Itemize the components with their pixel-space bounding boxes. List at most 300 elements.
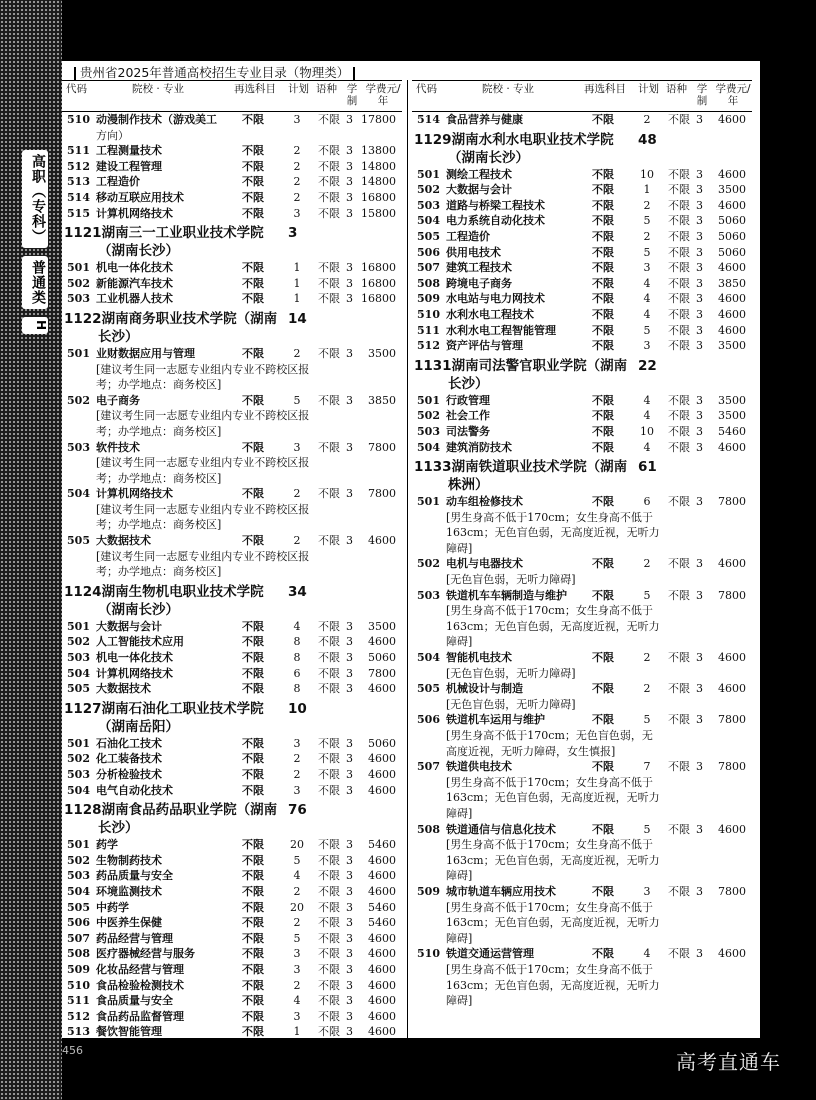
tuition-fee: 4600 (718, 198, 746, 212)
school-heading (62, 221, 402, 260)
major-name: 动漫制作技术（游戏美工 (96, 113, 217, 126)
language: 不限 (668, 198, 690, 212)
school-location: （湖南长沙） (448, 149, 529, 166)
major-code: 505 (417, 682, 440, 696)
subject-requirement: 不限 (242, 838, 264, 852)
plan-count: 4 (643, 440, 651, 454)
table-row (62, 962, 402, 978)
study-years: 3 (696, 229, 703, 243)
header-subject: 再选科目 (584, 83, 626, 95)
table-row (62, 915, 402, 931)
tuition-fee: 7800 (718, 760, 746, 774)
major-code: 501 (417, 167, 440, 181)
language: 不限 (668, 651, 690, 665)
major-name: 食品营养与健康 (446, 113, 523, 126)
language: 不限 (668, 245, 690, 259)
major-note: [男生身高不低于170cm；女生身高不低于163cm；无色盲色弱，无高度近视，无听力障碍] (446, 962, 660, 1008)
table-row (62, 736, 402, 752)
plan-count: 3 (293, 113, 301, 126)
school-code: 1121 (64, 225, 102, 242)
plan-count: 3 (293, 736, 301, 750)
tuition-fee: 4600 (718, 292, 746, 306)
language: 不限 (318, 651, 340, 665)
study-years: 3 (696, 682, 703, 696)
language: 不限 (318, 635, 340, 649)
table-row (412, 884, 752, 900)
tuition-fee: 4600 (718, 167, 746, 181)
plan-count: 2 (293, 159, 301, 173)
study-years: 3 (346, 1009, 353, 1023)
school-location: 长沙） (98, 328, 139, 345)
study-years: 3 (346, 346, 353, 360)
tuition-fee: 3500 (718, 393, 746, 407)
major-name: 药品经营与管理 (96, 931, 173, 945)
major-code: 504 (67, 783, 90, 797)
language: 不限 (318, 994, 340, 1008)
major-code: 501 (67, 261, 90, 275)
subject-requirement: 不限 (242, 346, 264, 360)
subject-requirement: 不限 (592, 760, 614, 774)
table-row (62, 946, 402, 962)
major-name: 动车组检修技术 (446, 495, 523, 509)
table-row (412, 198, 752, 214)
header-plan: 计划 (638, 83, 659, 95)
plan-count: 5 (643, 214, 651, 228)
tuition-fee: 3500 (718, 183, 746, 197)
major-name: 大数据与会计 (96, 619, 162, 633)
subject-requirement: 不限 (242, 144, 264, 158)
school-location: 长沙） (98, 820, 139, 837)
school-total-plan: 22 (638, 357, 657, 374)
school-total-plan: 3 (288, 225, 298, 242)
study-years: 3 (346, 206, 353, 220)
tuition-fee: 4600 (368, 947, 396, 961)
study-years: 3 (346, 752, 353, 766)
tuition-fee: 4600 (368, 853, 396, 867)
subject-requirement: 不限 (242, 869, 264, 883)
language: 不限 (668, 424, 690, 438)
language: 不限 (318, 962, 340, 976)
side-tab-letter: H (22, 317, 48, 334)
study-years: 3 (346, 635, 353, 649)
table-row (62, 206, 402, 222)
table-row (62, 1024, 402, 1038)
language: 不限 (318, 190, 340, 204)
major-name: 铁道交通运营管理 (446, 947, 534, 961)
table-row (62, 619, 402, 635)
study-years: 3 (696, 651, 703, 665)
subject-requirement: 不限 (592, 682, 614, 696)
language: 不限 (668, 113, 690, 126)
subject-requirement: 不限 (242, 931, 264, 945)
major-note: [男生身高不低于170cm；女生身高不低于163cm；无色盲色弱，无高度近视，无听力障碍] (446, 510, 660, 555)
header-plan: 计划 (288, 83, 309, 95)
table-row (62, 174, 402, 190)
subject-requirement: 不限 (242, 736, 264, 750)
major-code: 512 (67, 1009, 90, 1023)
subject-requirement: 不限 (592, 229, 614, 243)
major-name: 生物制药技术 (96, 853, 162, 867)
table-row (62, 884, 402, 900)
subject-requirement: 不限 (242, 916, 264, 930)
subject-requirement: 不限 (592, 393, 614, 407)
school-total-plan: 48 (638, 131, 657, 148)
tuition-fee: 16800 (361, 190, 396, 204)
school-total-plan: 34 (288, 583, 307, 600)
language: 不限 (318, 682, 340, 696)
school-code: 1128 (64, 802, 102, 819)
school-total-plan: 14 (288, 310, 307, 327)
school-location: 株洲） (448, 477, 489, 494)
major-name: 智能机电技术 (446, 651, 512, 665)
study-years: 3 (696, 245, 703, 259)
tuition-fee: 4600 (368, 635, 396, 649)
language: 不限 (318, 838, 340, 852)
header-lang: 语种 (666, 83, 687, 95)
language: 不限 (668, 682, 690, 696)
subject-requirement: 不限 (592, 113, 614, 126)
major-code: 502 (67, 853, 90, 867)
school-total-plan: 76 (288, 802, 307, 819)
major-name: 大数据技术 (96, 682, 151, 696)
table-row (62, 634, 402, 650)
plan-count: 2 (643, 682, 651, 696)
language: 不限 (668, 307, 690, 321)
subject-requirement: 不限 (592, 409, 614, 423)
table-row (62, 751, 402, 767)
plan-count: 3 (293, 947, 301, 961)
header-code: 代码 (66, 83, 87, 95)
major-code: 506 (417, 245, 440, 259)
subject-requirement: 不限 (592, 276, 614, 290)
header-fee: 学费元/年 (715, 83, 751, 107)
major-name: 铁道供电技术 (446, 760, 512, 774)
header-bar-right (353, 67, 355, 80)
study-years: 3 (346, 651, 353, 665)
major-code: 513 (67, 175, 90, 189)
plan-count: 3 (293, 1009, 301, 1023)
major-name: 工程造价 (96, 175, 140, 189)
subject-requirement: 不限 (242, 159, 264, 173)
major-note: [无色盲色弱，无听力障碍] (446, 573, 576, 587)
major-name: 分析检验技术 (96, 768, 162, 781)
plan-count: 5 (293, 853, 301, 867)
subject-requirement: 不限 (242, 292, 264, 306)
plan-count: 5 (643, 713, 651, 727)
study-years: 3 (346, 292, 353, 306)
subject-requirement: 不限 (242, 900, 264, 914)
tuition-fee: 4600 (368, 931, 396, 945)
tuition-fee: 5060 (718, 229, 746, 243)
tuition-fee: 3850 (718, 276, 746, 290)
subject-requirement: 不限 (242, 261, 264, 275)
major-code: 505 (67, 900, 90, 914)
study-years: 3 (346, 682, 353, 696)
header-code: 代码 (416, 83, 437, 95)
major-name: 业财数据应用与管理 (96, 346, 195, 360)
plan-count: 2 (643, 651, 651, 665)
subject-requirement: 不限 (592, 198, 614, 212)
study-years: 3 (346, 884, 353, 898)
major-name: 石油化工技术 (96, 736, 162, 750)
major-code: 514 (417, 113, 440, 126)
study-years: 3 (346, 261, 353, 275)
study-years: 3 (346, 869, 353, 883)
subject-requirement: 不限 (592, 245, 614, 259)
language: 不限 (318, 487, 340, 501)
tuition-fee: 7800 (718, 713, 746, 727)
table-row (412, 291, 752, 307)
major-code: 504 (67, 884, 90, 898)
major-name: 中医养生保健 (96, 916, 162, 930)
plan-count: 10 (640, 424, 654, 438)
major-code: 506 (67, 916, 90, 930)
study-years: 3 (696, 214, 703, 228)
major-name: 药学 (96, 838, 118, 852)
document-page (62, 61, 760, 1038)
study-years: 3 (696, 323, 703, 337)
subject-requirement: 不限 (242, 752, 264, 766)
language: 不限 (668, 393, 690, 407)
tuition-fee: 7800 (368, 666, 396, 680)
major-name: 资产评估与管理 (446, 339, 523, 353)
subject-requirement: 不限 (242, 113, 264, 126)
language: 不限 (668, 214, 690, 228)
major-name: 跨境电子商务 (446, 276, 512, 290)
language: 不限 (668, 292, 690, 306)
table-row (412, 338, 752, 354)
major-name: 建设工程管理 (96, 159, 162, 173)
table-row (412, 307, 752, 323)
table-row (62, 1009, 402, 1025)
major-name: 电气自动化技术 (96, 783, 173, 797)
tuition-fee: 4600 (368, 1025, 396, 1038)
major-note: [建议考生同一志愿专业组内专业不跨校区报考；办学地点：商务校区] (96, 456, 310, 485)
plan-count: 4 (643, 393, 651, 407)
major-name: 新能源汽车技术 (96, 276, 173, 290)
subject-requirement: 不限 (592, 588, 614, 602)
table-row (62, 767, 402, 783)
plan-count: 2 (643, 113, 651, 126)
subject-requirement: 不限 (242, 487, 264, 501)
subject-requirement: 不限 (592, 323, 614, 337)
tuition-fee: 4600 (718, 682, 746, 696)
plan-count: 20 (290, 900, 304, 914)
subject-requirement: 不限 (592, 713, 614, 727)
table-row (412, 440, 752, 456)
study-years: 3 (346, 978, 353, 992)
study-years: 3 (346, 853, 353, 867)
tuition-fee: 7800 (718, 495, 746, 509)
table-row (412, 424, 752, 440)
major-code: 510 (417, 947, 440, 961)
tuition-fee: 4600 (368, 534, 396, 548)
major-code: 508 (67, 947, 90, 961)
table-row (62, 486, 402, 502)
major-name: 铁道通信与信息化技术 (446, 822, 556, 836)
subject-requirement: 不限 (242, 884, 264, 898)
major-note: [建议考生同一志愿专业组内专业不跨校区报考；办学地点：商务校区] (96, 362, 310, 392)
school-heading (62, 798, 402, 837)
major-code: 504 (417, 651, 440, 665)
plan-count: 1 (293, 292, 301, 306)
major-code: 503 (417, 198, 440, 212)
major-note: 方向） (96, 128, 129, 142)
study-years: 3 (696, 760, 703, 774)
tuition-fee: 3850 (368, 393, 396, 407)
study-years: 3 (346, 994, 353, 1008)
major-code: 501 (67, 619, 90, 633)
study-years: 3 (696, 409, 703, 423)
tuition-fee: 5460 (368, 916, 396, 930)
language: 不限 (668, 557, 690, 571)
language: 不限 (668, 822, 690, 836)
major-code: 501 (67, 736, 90, 750)
left-column (62, 80, 402, 1038)
study-years: 3 (696, 713, 703, 727)
study-years: 3 (696, 424, 703, 438)
language: 不限 (668, 276, 690, 290)
major-name: 建筑工程技术 (446, 261, 512, 275)
major-name: 化工装备技术 (96, 752, 162, 766)
major-name: 水电站与电力网技术 (446, 292, 545, 306)
tuition-fee: 16800 (361, 292, 396, 306)
table-row (412, 556, 752, 572)
tuition-fee: 4600 (368, 994, 396, 1008)
table-row (62, 533, 402, 549)
major-code: 512 (67, 159, 90, 173)
plan-count: 2 (293, 487, 301, 501)
major-name: 司法警务 (446, 424, 490, 438)
study-years: 3 (346, 175, 353, 189)
header-school-major: 院校 · 专业 (132, 83, 185, 95)
language: 不限 (318, 1025, 340, 1038)
language: 不限 (668, 409, 690, 423)
tuition-fee: 4600 (368, 682, 396, 696)
major-code: 509 (67, 962, 90, 976)
subject-requirement: 不限 (592, 822, 614, 836)
tuition-fee: 13800 (361, 144, 396, 158)
subject-requirement: 不限 (242, 175, 264, 189)
major-name: 铁道机车车辆制造与维护 (446, 588, 567, 602)
major-name: 工程造价 (446, 229, 490, 243)
major-code: 507 (417, 760, 440, 774)
major-name: 电力系统自动化技术 (446, 214, 545, 228)
language: 不限 (318, 1009, 340, 1023)
tuition-fee: 16800 (361, 276, 396, 290)
school-total-plan: 10 (288, 700, 307, 717)
language: 不限 (668, 229, 690, 243)
language: 不限 (318, 853, 340, 867)
subject-requirement: 不限 (592, 947, 614, 961)
language: 不限 (318, 752, 340, 766)
study-years: 3 (696, 292, 703, 306)
tuition-fee: 5060 (368, 736, 396, 750)
plan-count: 5 (293, 393, 301, 407)
table-row (62, 853, 402, 869)
major-name: 行政管理 (446, 393, 490, 407)
study-years: 3 (346, 962, 353, 976)
language: 不限 (668, 947, 690, 961)
tuition-fee: 4600 (368, 869, 396, 883)
language: 不限 (318, 261, 340, 275)
table-row (62, 650, 402, 666)
study-years: 3 (346, 190, 353, 204)
language: 不限 (318, 931, 340, 945)
major-name: 工业机器人技术 (96, 292, 173, 306)
study-years: 3 (696, 339, 703, 353)
subject-requirement: 不限 (592, 214, 614, 228)
language: 不限 (318, 978, 340, 992)
table-row (62, 440, 402, 456)
major-code: 502 (67, 393, 90, 407)
tuition-fee: 4600 (718, 261, 746, 275)
table-row (62, 900, 402, 916)
major-name: 大数据与会计 (446, 183, 512, 197)
table-row (412, 946, 752, 962)
language: 不限 (318, 869, 340, 883)
language: 不限 (318, 346, 340, 360)
major-name: 测绘工程技术 (446, 167, 512, 181)
study-years: 3 (346, 144, 353, 158)
study-years: 3 (696, 495, 703, 509)
plan-count: 4 (293, 994, 301, 1008)
table-row (412, 229, 752, 245)
brand-watermark: 高考直通车 (676, 1050, 781, 1074)
plan-count: 3 (643, 339, 651, 353)
header-bar-left (74, 67, 76, 80)
major-note: [男生身高不低于170cm；女生身高不低于163cm；无色盲色弱，无高度近视，无听力障碍] (446, 838, 660, 883)
study-years: 3 (696, 276, 703, 290)
subject-requirement: 不限 (242, 1025, 264, 1038)
subject-requirement: 不限 (242, 978, 264, 992)
major-name: 软件技术 (96, 440, 140, 454)
language: 不限 (318, 900, 340, 914)
subject-requirement: 不限 (242, 768, 264, 781)
major-code: 504 (67, 487, 90, 501)
header-fee: 学费元/年 (365, 83, 401, 107)
language: 不限 (318, 916, 340, 930)
study-years: 3 (346, 487, 353, 501)
subject-requirement: 不限 (592, 261, 614, 275)
school-code: 1133 (414, 459, 452, 476)
plan-count: 2 (293, 978, 301, 992)
subject-requirement: 不限 (242, 666, 264, 680)
major-note: [男生身高不低于170cm；女生身高不低于163cm；无色盲色弱，无高度近视，无听力障碍] (446, 775, 660, 820)
major-name: 计算机网络技术 (96, 487, 173, 501)
language: 不限 (668, 183, 690, 197)
major-code: 515 (67, 206, 90, 220)
tuition-fee: 17800 (361, 113, 396, 126)
study-years: 3 (696, 198, 703, 212)
school-heading (412, 354, 752, 393)
plan-count: 2 (293, 916, 301, 930)
study-years: 3 (696, 307, 703, 321)
subject-requirement: 不限 (592, 651, 614, 665)
side-tab-general: 普通类 (22, 256, 48, 309)
plan-count: 7 (643, 760, 651, 774)
language: 不限 (668, 495, 690, 509)
plan-count: 5 (643, 588, 651, 602)
major-code: 502 (417, 409, 440, 423)
tuition-fee: 4600 (718, 822, 746, 836)
tuition-fee: 4600 (718, 651, 746, 665)
major-code: 503 (417, 424, 440, 438)
language: 不限 (318, 534, 340, 548)
major-code: 502 (417, 557, 440, 571)
tuition-fee: 5060 (368, 651, 396, 665)
major-code: 501 (67, 346, 90, 360)
